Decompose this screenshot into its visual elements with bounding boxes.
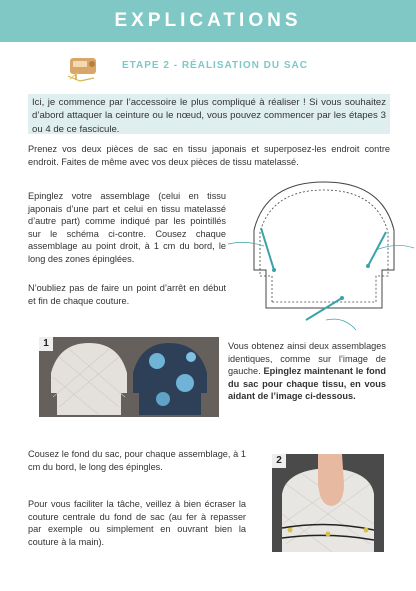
pin-left: [228, 228, 276, 272]
page-title: EXPLICATIONS: [114, 10, 302, 31]
photo-1-label: 1: [39, 337, 53, 351]
photo-step-2: [272, 454, 384, 552]
paragraph-sew-bottom: Cousez le fond du sac, pour chaque assemblage, à 1 cm du bord, le long des épingles.: [28, 449, 246, 472]
paragraph-pin: Epinglez votre assemblage (celui en tissu japonais d’une part et celui en tissu matelassé d’autre part) comme indiqué par les pointillés sur le schéma ci-contre. Cousez chaque assemblage au point droit, à 1 cm du bord, le long des zones épinglées.: [28, 191, 226, 264]
photo-2-label: 2: [272, 454, 286, 468]
paragraph-result: [228, 340, 386, 403]
page-header: [0, 0, 416, 42]
pin-bottom: [306, 296, 356, 330]
sewing-machine-icon: [64, 48, 106, 82]
paragraph-backstitch: N’oubliez pas de faire un point d’arrêt en début et fin de chaque couture.: [28, 283, 226, 306]
photo-1-image: [39, 337, 219, 417]
photo-step-1: [39, 337, 219, 417]
bag-pattern-diagram: [226, 170, 416, 338]
paragraph-result-instruction: Epinglez maintenant le fond du sac pour chaque tissu, en vous aidant de l’image ci-dessous.: [228, 366, 386, 402]
photo-2-image: [272, 454, 384, 552]
pin-right: [366, 232, 414, 268]
intro-box: Ici, je commence par l’accessoire le plus compliqué à réaliser ! Si vous souhaitez d’abord attaquer la ceinture ou le nœud, vous pouvez commencer par les étapes 3 ou 4 de ce fascicule.: [28, 94, 390, 134]
paragraph-iron-tip: Pour vous faciliter la tâche, veillez à bien écraser la couture centrale du fond de sac (au fer à repasser par exemple ou simplement en ouvrant bien la couture à la main).: [28, 499, 246, 547]
stage-title: ETAPE 2 - RÉALISATION DU SAC: [122, 60, 308, 71]
paragraph-assemble: Prenez vos deux pièces de sac en tissu japonais et superposez-les endroit contre endroit. Faites de même avec vos deux pièces de tissu matelassé.: [28, 144, 390, 167]
paragraph-result-text: Vous obtenez ainsi deux assemblages identiques, comme sur l’image de gauche.: [228, 341, 386, 377]
